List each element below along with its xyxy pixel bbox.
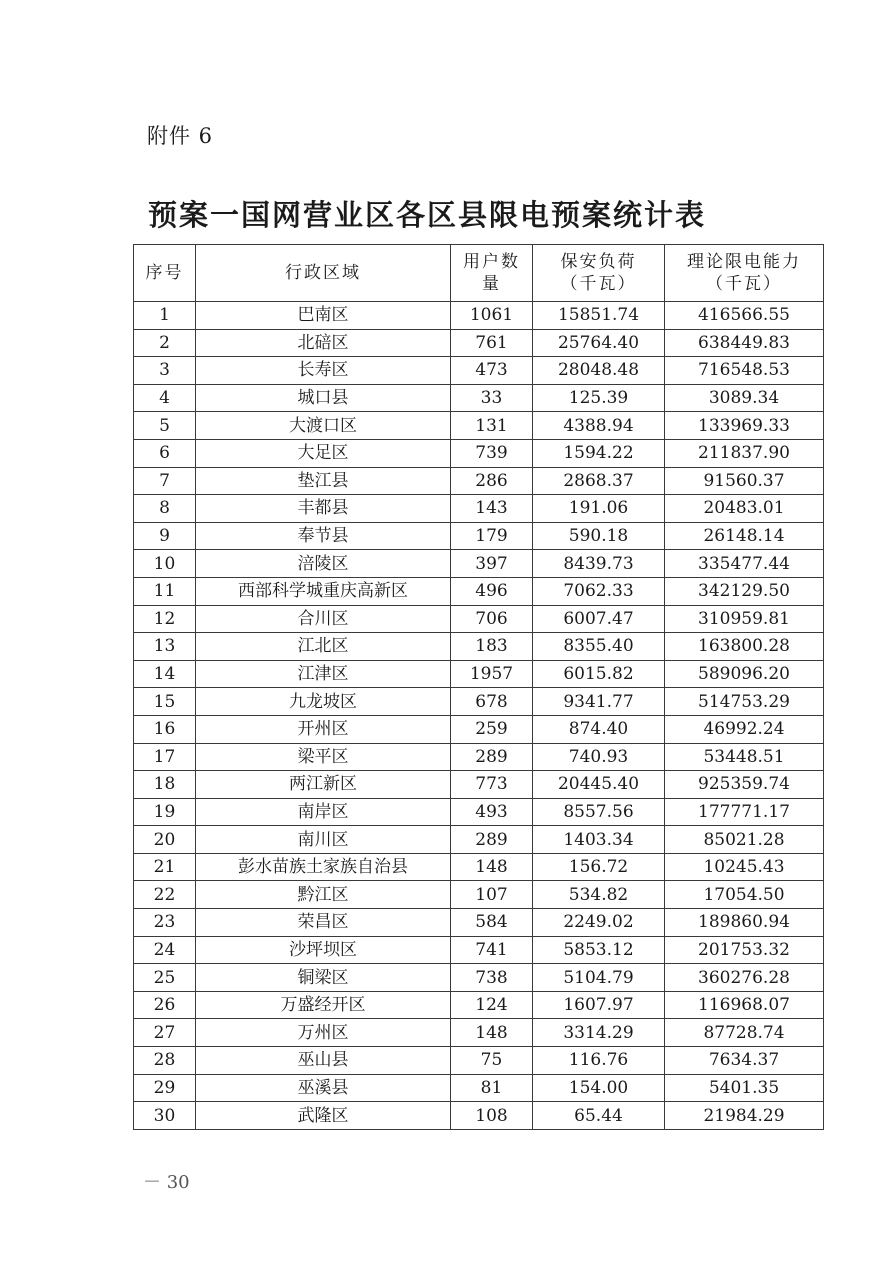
column-header-line: 保安负荷 — [560, 252, 637, 272]
table-row — [134, 881, 824, 909]
table-cell-col-curtail-capacity: 514753.29 — [665, 688, 824, 716]
table-row — [134, 633, 824, 661]
table-cell-col-security-load: 6015.82 — [533, 660, 665, 688]
table-cell-col-region: 梁平区 — [196, 743, 451, 771]
table-row — [134, 412, 824, 440]
table-cell-col-region: 大渡口区 — [196, 412, 451, 440]
table-row — [134, 577, 824, 605]
table-cell-col-curtail-capacity: 116968.07 — [665, 991, 824, 1019]
table-cell-col-index: 19 — [134, 798, 196, 826]
table-cell-col-index: 1 — [134, 302, 196, 330]
table-cell-col-index: 9 — [134, 522, 196, 550]
table-cell-col-security-load: 740.93 — [533, 743, 665, 771]
table-cell-col-index: 12 — [134, 605, 196, 633]
table-cell-col-region: 九龙坡区 — [196, 688, 451, 716]
table-cell-col-curtail-capacity: 310959.81 — [665, 605, 824, 633]
table-row — [134, 771, 824, 799]
table-cell-col-index: 24 — [134, 936, 196, 964]
table-cell-col-curtail-capacity: 360276.28 — [665, 964, 824, 992]
document-title: 预案一国网营业区各区县限电预案统计表 — [148, 198, 707, 232]
table-cell-col-region: 巫溪县 — [196, 1074, 451, 1102]
table-cell-col-region: 两江新区 — [196, 771, 451, 799]
table-cell-col-curtail-capacity: 46992.24 — [665, 715, 824, 743]
table-cell-col-security-load: 1594.22 — [533, 439, 665, 467]
table-row — [134, 688, 824, 716]
table-cell-col-user-count: 1957 — [451, 660, 533, 688]
table-cell-col-user-count: 124 — [451, 991, 533, 1019]
table-header — [134, 245, 824, 302]
table-cell-col-index: 14 — [134, 660, 196, 688]
table-cell-col-curtail-capacity: 17054.50 — [665, 881, 824, 909]
table-row — [134, 909, 824, 937]
column-header-line: 行政区域 — [285, 263, 361, 283]
column-header-line: 理论限电能力 — [687, 252, 801, 272]
table-row — [134, 798, 824, 826]
table-cell-col-security-load: 20445.40 — [533, 771, 665, 799]
table-cell-col-curtail-capacity: 211837.90 — [665, 439, 824, 467]
table-cell-col-region: 万盛经开区 — [196, 991, 451, 1019]
table-cell-col-curtail-capacity: 87728.74 — [665, 1019, 824, 1047]
column-header-line: （千瓦） — [560, 274, 637, 294]
table-cell-col-index: 6 — [134, 439, 196, 467]
table-row — [134, 1019, 824, 1047]
table-cell-col-region: 长寿区 — [196, 357, 451, 385]
table-cell-col-curtail-capacity: 20483.01 — [665, 495, 824, 523]
table-row — [134, 605, 824, 633]
column-header-col-curtail-capacity — [665, 245, 824, 302]
table-body — [134, 302, 824, 1130]
table-cell-col-region: 丰都县 — [196, 495, 451, 523]
table-cell-col-user-count: 143 — [451, 495, 533, 523]
table-cell-col-index: 22 — [134, 881, 196, 909]
table-cell-col-curtail-capacity: 3089.34 — [665, 384, 824, 412]
table-cell-col-security-load: 7062.33 — [533, 577, 665, 605]
table-cell-col-region: 万州区 — [196, 1019, 451, 1047]
table-cell-col-index: 28 — [134, 1047, 196, 1075]
table-cell-col-curtail-capacity: 335477.44 — [665, 550, 824, 578]
page-number: － 30 — [143, 1172, 190, 1193]
table-cell-col-user-count: 183 — [451, 633, 533, 661]
header-row — [134, 245, 824, 302]
table-row — [134, 357, 824, 385]
table-cell-col-index: 13 — [134, 633, 196, 661]
table-cell-col-region: 荣昌区 — [196, 909, 451, 937]
statistics-table — [133, 244, 824, 1130]
table-cell-col-security-load: 1403.34 — [533, 826, 665, 854]
table-cell-col-security-load: 2249.02 — [533, 909, 665, 937]
table-cell-col-user-count: 148 — [451, 853, 533, 881]
table-cell-col-region: 开州区 — [196, 715, 451, 743]
table-cell-col-user-count: 584 — [451, 909, 533, 937]
table-row — [134, 743, 824, 771]
table-cell-col-user-count: 473 — [451, 357, 533, 385]
table-row — [134, 1102, 824, 1130]
table-cell-col-user-count: 773 — [451, 771, 533, 799]
table-cell-col-index: 5 — [134, 412, 196, 440]
table-cell-col-user-count: 493 — [451, 798, 533, 826]
table-row — [134, 550, 824, 578]
column-header-line: 用户数 — [463, 252, 520, 272]
table-cell-col-curtail-capacity: 638449.83 — [665, 329, 824, 357]
table-row — [134, 964, 824, 992]
table-cell-col-region: 巴南区 — [196, 302, 451, 330]
table-cell-col-curtail-capacity: 416566.55 — [665, 302, 824, 330]
table-cell-col-index: 3 — [134, 357, 196, 385]
table-cell-col-user-count: 706 — [451, 605, 533, 633]
table-cell-col-user-count: 81 — [451, 1074, 533, 1102]
table-cell-col-region: 合川区 — [196, 605, 451, 633]
table-row — [134, 660, 824, 688]
table-cell-col-index: 4 — [134, 384, 196, 412]
table-cell-col-security-load: 8439.73 — [533, 550, 665, 578]
table-cell-col-region: 黔江区 — [196, 881, 451, 909]
table-cell-col-user-count: 741 — [451, 936, 533, 964]
table-cell-col-security-load: 874.40 — [533, 715, 665, 743]
table-cell-col-security-load: 9341.77 — [533, 688, 665, 716]
table-cell-col-index: 20 — [134, 826, 196, 854]
table-cell-col-region: 奉节县 — [196, 522, 451, 550]
table-cell-col-region: 大足区 — [196, 439, 451, 467]
table-cell-col-security-load: 6007.47 — [533, 605, 665, 633]
column-header-line: 量 — [482, 274, 501, 294]
table-cell-col-region: 沙坪坝区 — [196, 936, 451, 964]
table-cell-col-user-count: 179 — [451, 522, 533, 550]
table-cell-col-region: 南岸区 — [196, 798, 451, 826]
table-cell-col-index: 29 — [134, 1074, 196, 1102]
table-cell-col-user-count: 259 — [451, 715, 533, 743]
table-cell-col-security-load: 534.82 — [533, 881, 665, 909]
table-cell-col-curtail-capacity: 163800.28 — [665, 633, 824, 661]
table-cell-col-region: 巫山县 — [196, 1047, 451, 1075]
table-cell-col-index: 2 — [134, 329, 196, 357]
table-cell-col-security-load: 5853.12 — [533, 936, 665, 964]
table-cell-col-index: 17 — [134, 743, 196, 771]
table-cell-col-curtail-capacity: 925359.74 — [665, 771, 824, 799]
table-cell-col-region: 城口县 — [196, 384, 451, 412]
table-cell-col-curtail-capacity: 133969.33 — [665, 412, 824, 440]
table-cell-col-security-load: 156.72 — [533, 853, 665, 881]
table-cell-col-region: 武隆区 — [196, 1102, 451, 1130]
table-cell-col-region: 南川区 — [196, 826, 451, 854]
table-row — [134, 439, 824, 467]
table-cell-col-user-count: 397 — [451, 550, 533, 578]
table-cell-col-user-count: 108 — [451, 1102, 533, 1130]
table-cell-col-curtail-capacity: 589096.20 — [665, 660, 824, 688]
table-cell-col-security-load: 191.06 — [533, 495, 665, 523]
table-row — [134, 1047, 824, 1075]
table-cell-col-index: 18 — [134, 771, 196, 799]
table-cell-col-curtail-capacity: 91560.37 — [665, 467, 824, 495]
table-cell-col-region: 江北区 — [196, 633, 451, 661]
table-cell-col-user-count: 286 — [451, 467, 533, 495]
column-header-col-user-count — [451, 245, 533, 302]
table-row — [134, 495, 824, 523]
table-cell-col-curtail-capacity: 5401.35 — [665, 1074, 824, 1102]
table-row — [134, 522, 824, 550]
table-cell-col-index: 7 — [134, 467, 196, 495]
table-row — [134, 302, 824, 330]
table-row — [134, 853, 824, 881]
table-row — [134, 1074, 824, 1102]
table-cell-col-curtail-capacity: 189860.94 — [665, 909, 824, 937]
table-cell-col-security-load: 8557.56 — [533, 798, 665, 826]
table-cell-col-index: 8 — [134, 495, 196, 523]
table-cell-col-region: 江津区 — [196, 660, 451, 688]
column-header-line: （千瓦） — [706, 274, 782, 294]
table-cell-col-user-count: 496 — [451, 577, 533, 605]
table-row — [134, 384, 824, 412]
table-cell-col-security-load: 1607.97 — [533, 991, 665, 1019]
column-header-col-index — [134, 245, 196, 302]
table-cell-col-user-count: 148 — [451, 1019, 533, 1047]
table-cell-col-user-count: 107 — [451, 881, 533, 909]
table-row — [134, 715, 824, 743]
table-cell-col-security-load: 5104.79 — [533, 964, 665, 992]
attachment-label: 附件 6 — [147, 124, 214, 148]
table-cell-col-index: 27 — [134, 1019, 196, 1047]
table-cell-col-index: 16 — [134, 715, 196, 743]
table-row — [134, 991, 824, 1019]
table-cell-col-index: 25 — [134, 964, 196, 992]
table-cell-col-security-load: 4388.94 — [533, 412, 665, 440]
table-cell-col-user-count: 75 — [451, 1047, 533, 1075]
table-cell-col-user-count: 738 — [451, 964, 533, 992]
table-cell-col-security-load: 25764.40 — [533, 329, 665, 357]
table-cell-col-security-load: 125.39 — [533, 384, 665, 412]
table-cell-col-index: 11 — [134, 577, 196, 605]
table-cell-col-region: 彭水苗族土家族自治县 — [196, 853, 451, 881]
table-cell-col-user-count: 761 — [451, 329, 533, 357]
column-header-line: 序号 — [145, 263, 184, 283]
column-header-col-region — [196, 245, 451, 302]
table-row — [134, 467, 824, 495]
table-cell-col-index: 26 — [134, 991, 196, 1019]
table-cell-col-index: 21 — [134, 853, 196, 881]
table-cell-col-index: 15 — [134, 688, 196, 716]
table-cell-col-index: 23 — [134, 909, 196, 937]
table-cell-col-region: 北碚区 — [196, 329, 451, 357]
table-cell-col-security-load: 2868.37 — [533, 467, 665, 495]
table-cell-col-index: 30 — [134, 1102, 196, 1130]
table-cell-col-security-load: 65.44 — [533, 1102, 665, 1130]
table-row — [134, 826, 824, 854]
table-cell-col-security-load: 590.18 — [533, 522, 665, 550]
table-cell-col-user-count: 739 — [451, 439, 533, 467]
table-cell-col-user-count: 289 — [451, 743, 533, 771]
table-cell-col-curtail-capacity: 85021.28 — [665, 826, 824, 854]
table-cell-col-user-count: 131 — [451, 412, 533, 440]
table-cell-col-curtail-capacity: 177771.17 — [665, 798, 824, 826]
table-cell-col-user-count: 33 — [451, 384, 533, 412]
table-cell-col-security-load: 15851.74 — [533, 302, 665, 330]
table-cell-col-curtail-capacity: 26148.14 — [665, 522, 824, 550]
table-cell-col-curtail-capacity: 201753.32 — [665, 936, 824, 964]
table-row — [134, 329, 824, 357]
table-cell-col-security-load: 116.76 — [533, 1047, 665, 1075]
column-header-col-security-load — [533, 245, 665, 302]
table-cell-col-curtail-capacity: 21984.29 — [665, 1102, 824, 1130]
table-cell-col-user-count: 1061 — [451, 302, 533, 330]
table-cell-col-index: 10 — [134, 550, 196, 578]
table-cell-col-curtail-capacity: 7634.37 — [665, 1047, 824, 1075]
table-cell-col-curtail-capacity: 716548.53 — [665, 357, 824, 385]
table-cell-col-region: 西部科学城重庆高新区 — [196, 577, 451, 605]
table-row — [134, 936, 824, 964]
table-cell-col-user-count: 678 — [451, 688, 533, 716]
table-cell-col-curtail-capacity: 10245.43 — [665, 853, 824, 881]
table-cell-col-region: 铜梁区 — [196, 964, 451, 992]
table-cell-col-region: 垫江县 — [196, 467, 451, 495]
table-cell-col-curtail-capacity: 342129.50 — [665, 577, 824, 605]
table-cell-col-curtail-capacity: 53448.51 — [665, 743, 824, 771]
table-cell-col-security-load: 3314.29 — [533, 1019, 665, 1047]
table-cell-col-security-load: 8355.40 — [533, 633, 665, 661]
table-cell-col-region: 涪陵区 — [196, 550, 451, 578]
table-cell-col-user-count: 289 — [451, 826, 533, 854]
table-cell-col-security-load: 154.00 — [533, 1074, 665, 1102]
table-cell-col-security-load: 28048.48 — [533, 357, 665, 385]
